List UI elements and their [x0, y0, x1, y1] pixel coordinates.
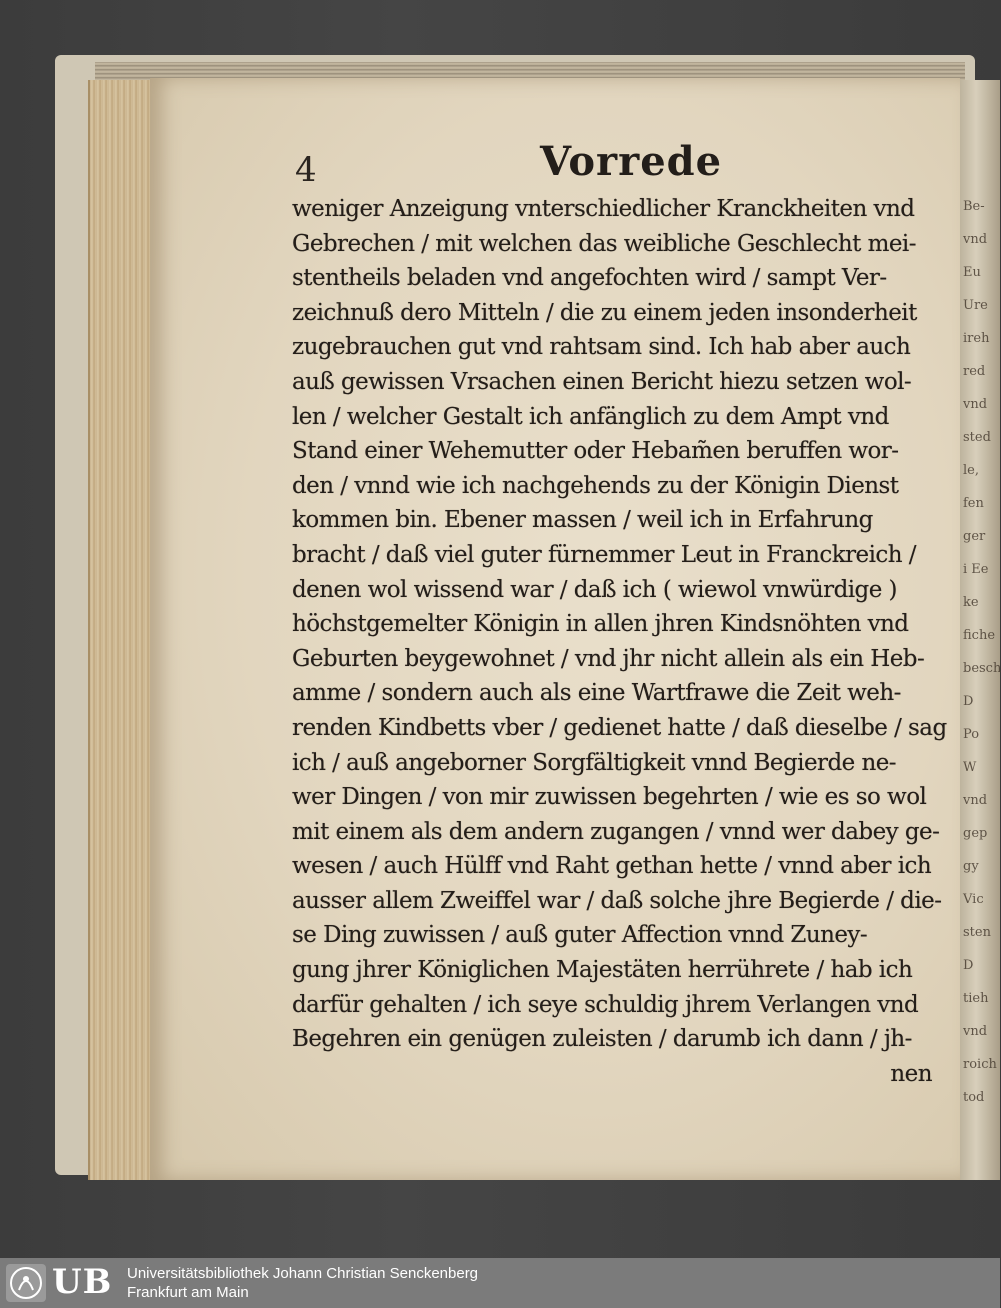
text-line: Gebrechen / mit welchen das weibliche Geschlecht mei-	[292, 230, 916, 257]
text-line: se Ding zuwissen / auß guter Affection vnnd Zuney-	[292, 922, 868, 949]
library-seal-icon	[6, 1264, 46, 1302]
text-line: wer Dingen / von mir zuwissen begehrten / wie es so wol	[292, 784, 927, 811]
page-number: 4	[295, 150, 317, 190]
catchword: nen	[890, 1060, 932, 1087]
facing-page-fragment: Vic	[963, 892, 984, 907]
facing-page-fragment: Ure	[963, 298, 988, 313]
text-line: stentheils beladen vnd angefochten wird / sampt Ver-	[292, 265, 887, 292]
text-line: höchstgemelter Königin in allen jhren Kindsnöhten vnd	[292, 611, 909, 638]
facing-page-fragment: W	[963, 760, 977, 775]
text-line: zeichnuß dero Mitteln / die zu einem jeden insonderheit	[292, 299, 917, 326]
text-block	[292, 192, 947, 1091]
facing-page-fragment: Eu	[963, 265, 981, 280]
facing-page-fragment: vnd	[963, 232, 988, 247]
facing-page-fragment: tod	[963, 1090, 985, 1105]
book-page-edges	[88, 80, 152, 1180]
text-line: zugebrauchen gut vnd rahtsam sind. Ich hab aber auch	[292, 334, 911, 361]
text-line: Geburten beygewohnet / vnd jhr nicht allein als ein Heb-	[292, 645, 925, 672]
facing-page-fragment: besch	[963, 661, 1001, 676]
text-line: len / welcher Gestalt ich anfänglich zu dem Ampt vnd	[292, 403, 889, 430]
facing-page-fragment: vnd	[963, 397, 988, 412]
facing-page-fragment: ireh	[963, 331, 990, 346]
text-line: darfür gehalten / ich seye schuldig jhrem Verlangen vnd	[292, 991, 919, 1018]
facing-page-fragment: i Ee	[963, 562, 989, 577]
facing-page-fragment: vnd	[963, 793, 988, 808]
running-head: Vorrede	[540, 138, 723, 185]
text-line: mit einem als dem andern zugangen / vnnd wer dabey ge-	[292, 818, 940, 845]
facing-page-fragment: sted	[963, 430, 991, 445]
facing-page-fragment: Be-	[963, 199, 985, 214]
text-line: amme / sondern auch als eine Wartfrawe die Zeit weh-	[292, 680, 901, 707]
text-line: renden Kindbetts vber / gedienet hatte / daß dieselbe / sag	[292, 714, 947, 741]
facing-page-fragment: gep	[963, 826, 988, 841]
facing-page-fragments	[963, 190, 1001, 1105]
institution-name: Universitätsbibliothek Johann Christian Senckenberg	[127, 1265, 479, 1282]
text-line: weniger Anzeigung vnterschiedlicher Kranckheiten vnd	[292, 196, 915, 222]
facing-page-fragment: ke	[963, 595, 979, 610]
text-line: ausser allem Zweiffel war / daß solche jhre Begierde / die-	[292, 887, 942, 914]
text-line: gung jhrer Königlichen Majestäten herrührete / hab ich	[292, 957, 913, 984]
facing-page-fragment: roich	[963, 1057, 997, 1072]
facing-page-fragment: le,	[963, 463, 979, 478]
library-logo[interactable]: UB	[52, 1262, 113, 1302]
facing-page-fragment: red	[963, 364, 986, 379]
text-line: auß gewissen Vrsachen einen Bericht hiezu setzen wol-	[292, 368, 912, 395]
facing-page-fragment: fen	[963, 496, 984, 511]
text-line: ich / auß angeborner Sorgfältigkeit vnnd Begierde ne-	[292, 749, 897, 776]
text-line: Begehren ein genügen zuleisten / darumb ich dann / jh-	[292, 1026, 912, 1053]
facing-page-fragment: gy	[963, 859, 979, 874]
facing-page-fragment: Po	[963, 727, 980, 742]
text-line: den / vnnd wie ich nachgehends zu der Königin Dienst	[292, 472, 899, 499]
facing-page-fragment: D	[963, 694, 974, 709]
facing-page-fragment: ger	[963, 529, 986, 544]
text-line: Stand einer Wehemutter oder Hebam̃en beruffen wor-	[292, 438, 899, 465]
facing-page-fragment: vnd	[963, 1024, 988, 1039]
facing-page-fragment: fiche	[963, 628, 996, 643]
text-line: kommen bin. Ebener massen / weil ich in Erfahrung	[292, 507, 873, 534]
facing-page-fragment: tieh	[963, 991, 989, 1006]
institution-city: Frankfurt am Main	[127, 1284, 249, 1301]
facing-page-fragment: D	[963, 958, 974, 973]
text-line: denen wol wissend war / daß ich ( wiewol vnwürdige )	[292, 576, 897, 603]
facing-page-fragment: sten	[963, 925, 991, 940]
text-line: bracht / daß viel guter fürnemmer Leut in Franckreich /	[292, 541, 916, 568]
text-line: wesen / auch Hülff vnd Raht gethan hette / vnnd aber ich	[292, 853, 932, 880]
